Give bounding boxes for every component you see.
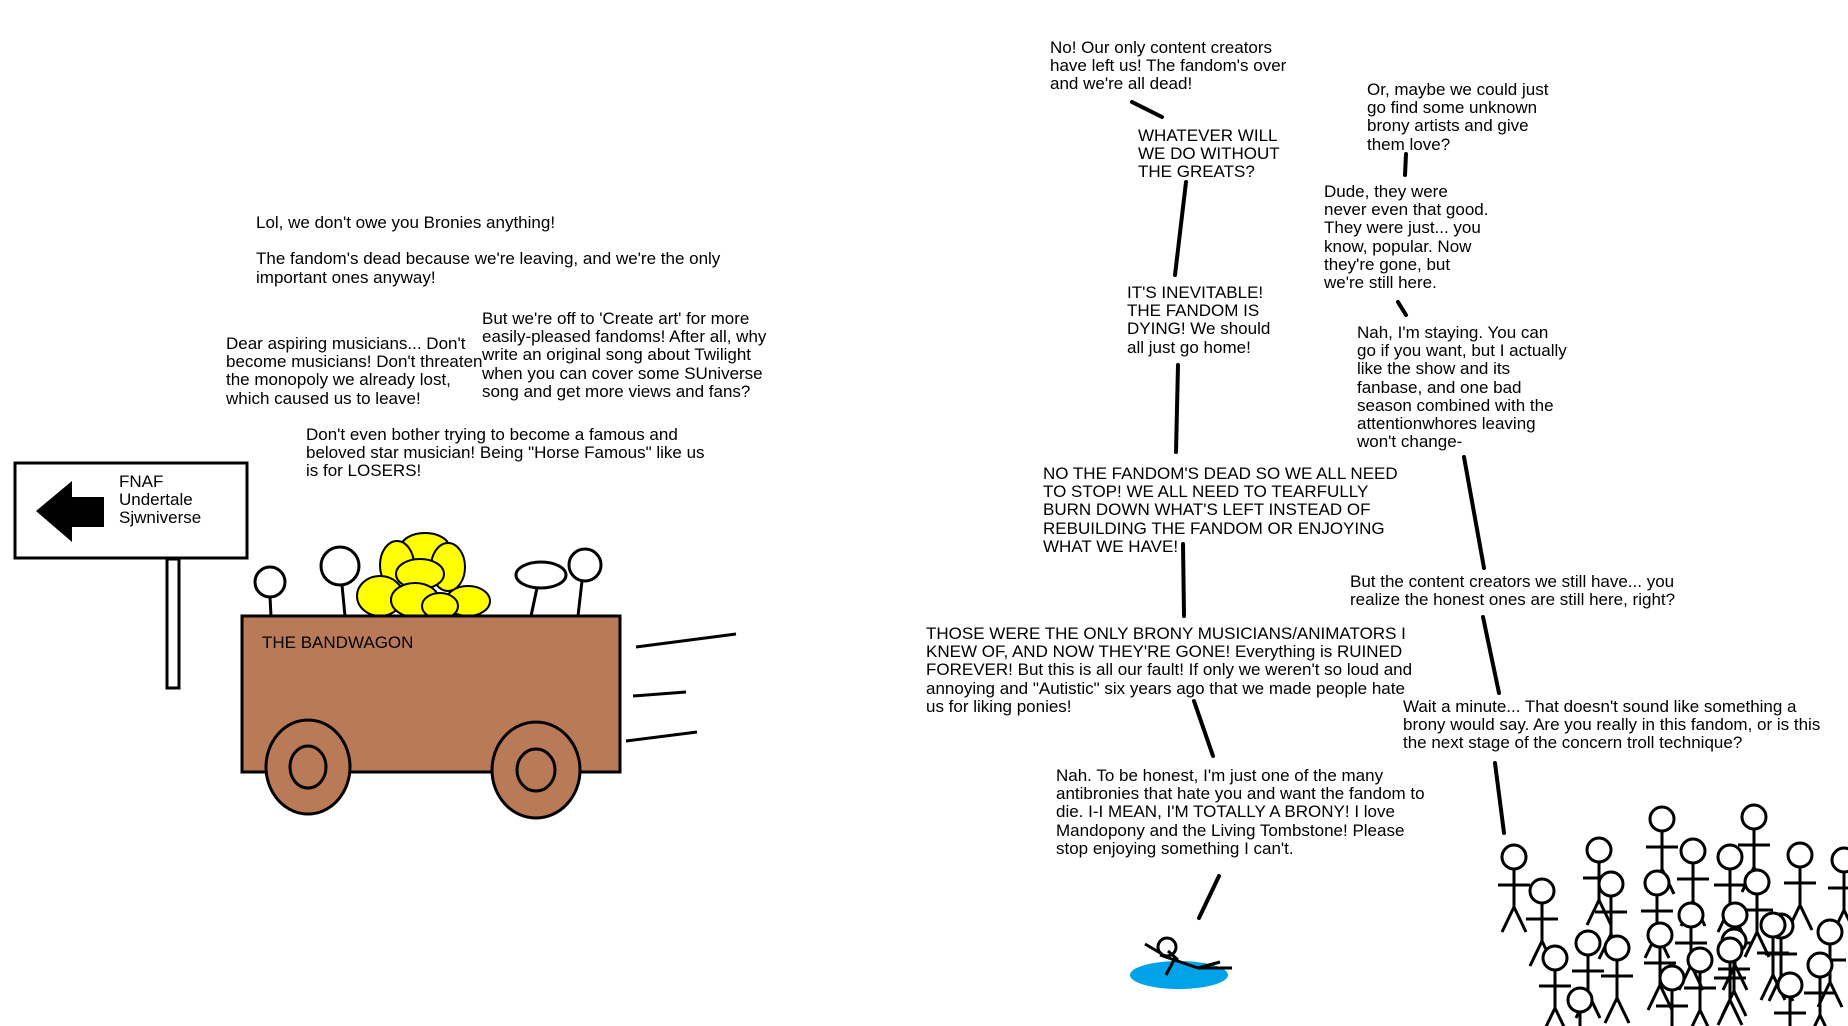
speech-text: WHATEVER WILL WE DO WITHOUT THE GREATS? xyxy=(1138,126,1280,182)
speech-text: THOSE WERE THE ONLY BRONY MUSICIANS/ANIMATORS I KNEW OF, AND NOW THEY'RE GONE! Everything is RUINED FOREVER! But this is all our fault! If only we weren't so loud and annoying and "Autistic" six years ago that we made people hate us for liking ponies! xyxy=(926,624,1413,716)
speech-text: But we're off to 'Create art' for more easily-pleased fandoms! After all, why write an original song about Twilight when you can cover some SUniverse song and get more views and fans? xyxy=(482,309,767,401)
speech-text: Dude, they were never even that good. They were just... you know, popular. Now they're gone, but we're still here. xyxy=(1324,182,1489,293)
speech-text: NO THE FANDOM'S DEAD SO WE ALL NEED TO STOP! WE ALL NEED TO TEARFULLY BURN DOWN WHAT'S LEFT INSTEAD OF REBUILDING THE FANDOM OR ENJOYING WHAT WE HAVE! xyxy=(1043,464,1398,556)
fallen-stick-figure xyxy=(1130,938,1232,989)
speech-text: Or, maybe we could just go find some unknown brony artists and give them love? xyxy=(1367,80,1549,154)
sign-line-fnaf: FNAF xyxy=(119,472,164,491)
stick-figure-icon xyxy=(1498,845,1530,932)
speech-text: Dear aspiring musicians... Don't become musicians! Don't threaten the monopoly we already lost, which caused us to leave! xyxy=(226,334,483,408)
speech-text: No! Our only content creators have left us! The fandom's over and we're all dead! xyxy=(1050,38,1287,94)
sign-line-sjwniverse: Sjwniverse xyxy=(119,508,202,527)
speech-text: Nah. To be honest, I'm just one of the many antibronies that hate you and want the fandom to die. I-I MEAN, I'M TOTALLY A BRONY! I love Mandopony and the Living Tombstone! Please stop enjoying something I can't. xyxy=(1056,766,1425,858)
stick-figure-icon xyxy=(1601,936,1633,1023)
stick-figure-icon xyxy=(1804,953,1836,1026)
stick-figure-icon xyxy=(1656,966,1688,1026)
stick-figure-icon xyxy=(1539,946,1571,1026)
speech-text: Wait a minute... That doesn't sound like something a brony would say. Are you really in this fandom, or is this the next stage of the concern troll technique? xyxy=(1403,697,1821,753)
crowd xyxy=(1498,805,1848,1026)
bandwagon xyxy=(242,533,736,818)
speech-text: Don't even bother trying to become a famous and beloved star musician! Being "Horse Famous" like us is for LOSERS! xyxy=(306,425,705,481)
stick-figure-icon xyxy=(1684,948,1716,1026)
wagon-wheel-left xyxy=(266,720,350,814)
speech-text: IT'S INEVITABLE! THE FANDOM IS DYING! We should all just go home! xyxy=(1127,283,1271,357)
coin-pile xyxy=(357,533,490,619)
wagon-wheel-right xyxy=(492,722,580,818)
sign-line-undertale: Undertale xyxy=(119,490,193,509)
stick-figure-icon xyxy=(1564,988,1596,1026)
speech-text: Nah, I'm staying. You can go if you want, but I actually like the show and its fanbase, and one bad season combined with the attentionwhores leaving won't change- xyxy=(1357,323,1567,452)
stick-figure-icon xyxy=(1774,973,1806,1026)
wagon-label: THE BANDWAGON xyxy=(262,633,414,652)
stick-figure-icon xyxy=(1714,938,1746,1025)
speech-text: But the content creators we still have... you realize the honest ones are still here, right? xyxy=(1350,572,1676,610)
speech-text: Lol, we don't owe you Bronies anything! The fandom's dead because we're leaving, and we're the only important ones anyway! xyxy=(256,213,721,287)
